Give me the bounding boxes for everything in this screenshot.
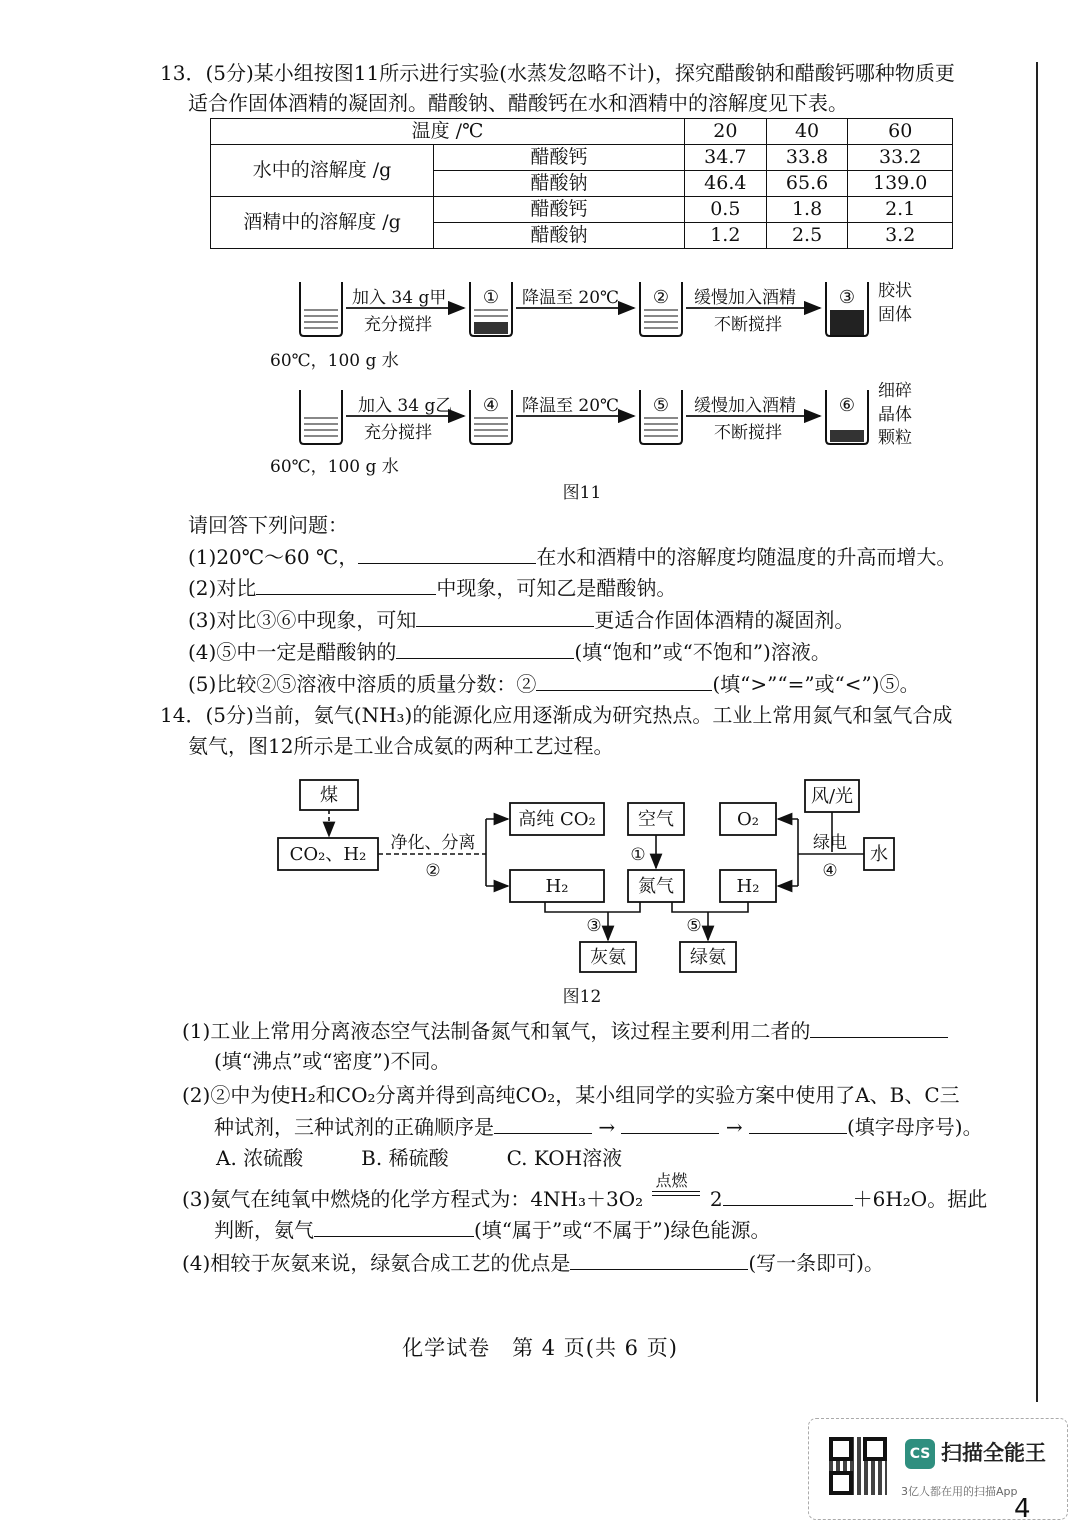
reaction-condition bbox=[650, 1171, 704, 1206]
q14-sub3-line1 bbox=[182, 1171, 988, 1214]
table-cell: 46.4 bbox=[684, 171, 766, 197]
q14-options bbox=[216, 1143, 622, 1173]
label-co2-h2: CO₂、H₂ bbox=[289, 844, 367, 865]
q14-sub3-b: 2 bbox=[709, 1187, 723, 1211]
substance-name: 醋酸钠 bbox=[434, 223, 685, 249]
water-solubility-label: 水中的溶解度 /g bbox=[211, 145, 434, 197]
equation-line-top bbox=[652, 1191, 700, 1192]
label-h2-left: H₂ bbox=[545, 876, 569, 897]
table-cell: 1.8 bbox=[766, 197, 848, 223]
q14-sub1-a: (1)工业上常用分离液态空气法制备氮气和氧气，该过程主要利用二者的 bbox=[182, 1019, 811, 1043]
substance-name: 醋酸钙 bbox=[434, 197, 685, 223]
q14-sub1-b: (填“沸点”或“密度”)不同。 bbox=[214, 1049, 451, 1073]
table-temp: 60 bbox=[848, 119, 953, 145]
figure-11 bbox=[0, 270, 1080, 510]
q13-sub5-b: (填“>”“=”或“<”)⑤。 bbox=[712, 672, 920, 696]
beaker-number: ① bbox=[482, 287, 500, 308]
table-temp: 20 bbox=[684, 119, 766, 145]
figure-12 bbox=[0, 770, 1080, 1015]
q14-sub2-c: (填字母序号)。 bbox=[846, 1115, 983, 1139]
beaker-number: ③ bbox=[838, 287, 856, 308]
solubility-table bbox=[210, 118, 953, 249]
label-green-nh3: 绿氨 bbox=[690, 947, 726, 968]
answer-blank[interactable] bbox=[621, 1111, 719, 1134]
beaker-number: ② bbox=[652, 287, 670, 308]
qr-corner bbox=[863, 1437, 887, 1461]
result-2a: 细碎 bbox=[878, 381, 912, 401]
label-pure-co2: 高纯 CO₂ bbox=[518, 809, 596, 830]
table-cell: 0.5 bbox=[684, 197, 766, 223]
table-cell: 65.6 bbox=[766, 171, 848, 197]
scanner-logo-icon: CS bbox=[905, 1439, 935, 1469]
page-margin-line bbox=[1036, 62, 1038, 1402]
label-slow-add: 缓慢加入酒精 bbox=[694, 396, 796, 416]
label-grey-nh3: 灰氨 bbox=[590, 947, 626, 968]
label-keep-stir: 不断搅拌 bbox=[714, 423, 782, 443]
q14-sub2-a: (2)②中为使H₂和CO₂分离并得到高纯CO₂，某小组同学的实验方案中使用了A、B、C三 bbox=[182, 1083, 960, 1107]
q14-sub3-c: ＋6H₂O。据此 bbox=[852, 1187, 988, 1211]
table-cell: 139.0 bbox=[848, 171, 953, 197]
start-condition-2: 60℃，100 g 水 bbox=[270, 457, 399, 477]
q13-sub3-a: (3)对比③⑥中现象，可知 bbox=[188, 608, 417, 632]
q13-sub5-a: (5)比较②⑤溶液中溶质的质量分数：② bbox=[188, 672, 537, 696]
arrow-symbol: → bbox=[725, 1115, 743, 1139]
step-number: ② bbox=[425, 861, 441, 881]
q13-stem-line2: 适合作固体酒精的凝固剂。醋酸钠、醋酸钙在水和酒精中的溶解度见下表。 bbox=[188, 91, 848, 115]
crystals-6 bbox=[830, 430, 864, 442]
q14-sub2-b: 种试剂，三种试剂的正确顺序是 bbox=[214, 1115, 494, 1139]
q14-sub1-line1 bbox=[182, 1015, 948, 1046]
q13-sub4-a: (4)⑤中一定是醋酸钠的 bbox=[188, 640, 397, 664]
answer-blank[interactable] bbox=[723, 1183, 853, 1206]
table-temp: 40 bbox=[766, 119, 848, 145]
label-air: 空气 bbox=[638, 809, 674, 830]
q14-sub3-line2 bbox=[214, 1214, 771, 1245]
answer-blank[interactable] bbox=[749, 1111, 847, 1134]
answer-blank[interactable] bbox=[416, 604, 594, 627]
label-stir: 充分搅拌 bbox=[364, 423, 432, 443]
label-wind: 风/光 bbox=[810, 786, 854, 807]
label-purify: 净化、分离 bbox=[390, 833, 476, 853]
table-cell: 34.7 bbox=[684, 145, 766, 171]
q13-sub1 bbox=[188, 541, 956, 572]
q14-sub4-b: (写一条即可)。 bbox=[748, 1251, 884, 1275]
label-coal: 煤 bbox=[320, 785, 338, 806]
q13-stem-line1: 13．(5分)某小组按图11所示进行实验(水蒸发忽略不计)，探究醋酸钠和醋酸钙哪种物质更 bbox=[160, 61, 955, 85]
answer-blank[interactable] bbox=[358, 541, 536, 564]
label-cool: 降温至 20℃ bbox=[522, 288, 620, 308]
step-number: ⑤ bbox=[686, 916, 702, 936]
equation-line-bottom bbox=[652, 1195, 700, 1196]
q14-sub3-e: (填“属于”或“不属于”)绿色能源。 bbox=[474, 1218, 771, 1242]
result-1b: 固体 bbox=[878, 305, 912, 325]
q13-sub2-b: 中现象，可知乙是醋酸钠。 bbox=[436, 576, 677, 600]
label-water: 水 bbox=[870, 844, 888, 865]
label-keep-stir: 不断搅拌 bbox=[714, 315, 782, 335]
q14-sub3-a: (3)氨气在纯氧中燃烧的化学方程式为：4NH₃＋3O₂ bbox=[182, 1187, 644, 1211]
option-b: B. 稀硫酸 bbox=[361, 1146, 449, 1170]
q14-sub3-d: 判断，氨气 bbox=[214, 1218, 314, 1242]
q13-sub1-b: 在水和酒精中的溶解度均随温度的升高而增大。 bbox=[536, 545, 957, 569]
result-2c: 颗粒 bbox=[878, 428, 912, 448]
sediment-1 bbox=[474, 322, 508, 334]
label-cool: 降温至 20℃ bbox=[522, 396, 620, 416]
beaker-number: ④ bbox=[482, 395, 500, 416]
answer-blank[interactable] bbox=[810, 1015, 948, 1038]
table-cell: 1.2 bbox=[684, 223, 766, 249]
step-number: ③ bbox=[586, 916, 602, 936]
q14-sub4-a: (4)相较于灰氨来说，绿氨合成工艺的优点是 bbox=[182, 1251, 571, 1275]
condition-text: 点燃 bbox=[655, 1171, 688, 1190]
q14-sub4 bbox=[182, 1247, 884, 1278]
beaker-number: ⑤ bbox=[652, 395, 670, 416]
table-cell: 33.2 bbox=[848, 145, 953, 171]
q13-sub3-b: 更适合作固体酒精的凝固剂。 bbox=[594, 608, 855, 632]
result-1a: 胶状 bbox=[878, 281, 912, 301]
q13-sub2-a: (2)对比 bbox=[188, 576, 257, 600]
qr-corner bbox=[829, 1437, 853, 1461]
label-o2: O₂ bbox=[737, 809, 759, 830]
label-green-power: 绿电 bbox=[813, 833, 847, 853]
label-h2-right: H₂ bbox=[736, 876, 760, 897]
label-stir: 充分搅拌 bbox=[364, 315, 432, 335]
beaker-number: ⑥ bbox=[838, 395, 856, 416]
arrow-symbol: → bbox=[598, 1115, 616, 1139]
answer-blank[interactable] bbox=[570, 1247, 748, 1270]
figure-11-caption: 图11 bbox=[562, 483, 602, 503]
figure-12-caption: 图12 bbox=[562, 987, 602, 1007]
option-c: C. KOH溶液 bbox=[506, 1146, 623, 1170]
page-number: 4 bbox=[1014, 1494, 1031, 1524]
substance-name: 醋酸钠 bbox=[434, 171, 685, 197]
alcohol-solubility-label: 酒精中的溶解度 /g bbox=[211, 197, 434, 249]
label-nitrogen: 氮气 bbox=[638, 876, 674, 897]
result-2b: 晶体 bbox=[878, 405, 912, 425]
answer-blank[interactable] bbox=[536, 668, 712, 691]
answer-blank[interactable] bbox=[494, 1111, 592, 1134]
table-cell: 2.1 bbox=[848, 197, 953, 223]
option-a: A. 浓硫酸 bbox=[216, 1146, 304, 1170]
q14-stem-line2: 氨气，图12所示是工业合成氨的两种工艺过程。 bbox=[188, 734, 614, 758]
gel-solid-3 bbox=[830, 310, 864, 335]
q13-sub3 bbox=[188, 604, 854, 635]
table-cell: 3.2 bbox=[848, 223, 953, 249]
table-cell: 33.8 bbox=[766, 145, 848, 171]
answer-blank[interactable] bbox=[396, 636, 574, 659]
q13-sub4 bbox=[188, 636, 831, 667]
q13-sub2 bbox=[188, 572, 676, 603]
q14-sub2-line2 bbox=[214, 1111, 983, 1142]
label-add-yi: 加入 34 g乙 bbox=[358, 396, 453, 416]
page-footer: 化学试卷 第 4 页(共 6 页) bbox=[402, 1336, 678, 1360]
start-condition-1: 60℃，100 g 水 bbox=[270, 351, 399, 371]
q13-sub1-a: (1)20℃～60 ℃， bbox=[188, 545, 359, 569]
step-number: ① bbox=[630, 845, 646, 865]
q13-prompt: 请回答下列问题： bbox=[188, 513, 348, 537]
answer-blank[interactable] bbox=[256, 572, 436, 595]
label-add-jia: 加入 34 g甲 bbox=[352, 288, 447, 308]
step-number: ④ bbox=[822, 861, 838, 881]
table-header-label: 温度 /℃ bbox=[211, 119, 685, 145]
label-slow-add: 缓慢加入酒精 bbox=[694, 288, 796, 308]
q13-sub4-b: (填“饱和”或“不饱和”)溶液。 bbox=[574, 640, 831, 664]
substance-name: 醋酸钙 bbox=[434, 145, 685, 171]
scanner-name: 扫描全能王 bbox=[941, 1441, 1046, 1465]
qr-corner bbox=[829, 1471, 853, 1495]
table-cell: 2.5 bbox=[766, 223, 848, 249]
q13-sub5 bbox=[188, 668, 920, 699]
scanner-tagline: 3亿人都在用的扫描App bbox=[901, 1485, 1018, 1498]
answer-blank[interactable] bbox=[314, 1214, 474, 1237]
q14-stem-line1: 14．(5分)当前，氨气(NH₃)的能源化应用逐渐成为研究热点。工业上常用氮气和氢气合成 bbox=[160, 703, 953, 727]
